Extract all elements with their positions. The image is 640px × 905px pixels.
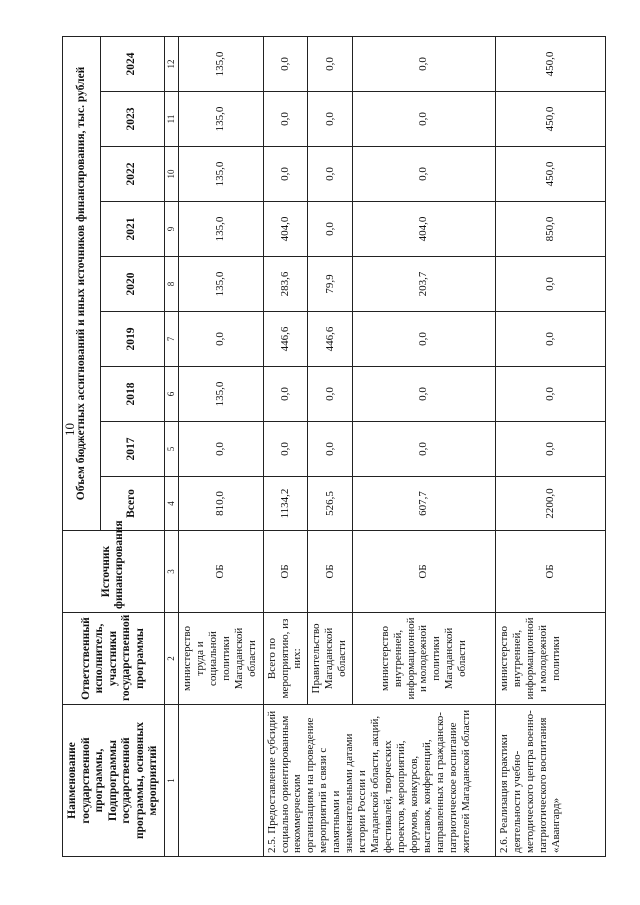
- row-value-cell: 203,7: [353, 257, 496, 312]
- rotated-page: [62, 37, 606, 857]
- row-value-cell: 0,0: [353, 312, 496, 367]
- row-source-cell: ОБ: [308, 531, 353, 613]
- row-value-cell: 135,0: [179, 257, 263, 312]
- row-value-cell: 0,0: [308, 202, 353, 257]
- row-value-cell: 0,0: [263, 147, 308, 202]
- column-number: 2: [164, 613, 178, 705]
- row-source-cell: ОБ: [495, 531, 605, 613]
- row-value-cell: 0,0: [353, 367, 496, 422]
- header-name: Наименование государственной программы, Подпрограммы государственной программы, основных мероприятий: [63, 705, 165, 857]
- row-value-cell: 450,0: [495, 36, 605, 91]
- header-source: Источник финансирования: [63, 531, 165, 613]
- row-name-cell: 2.6. Реализация практики деятельности учебно-методического центра военно-патриотического воспитания «Авангард»: [495, 705, 605, 857]
- row-value-cell: 135,0: [179, 147, 263, 202]
- row-value-cell: 0,0: [353, 422, 496, 477]
- row-value-cell: 446,6: [263, 312, 308, 367]
- header-year: 2023: [100, 92, 164, 147]
- row-value-cell: 450,0: [495, 147, 605, 202]
- column-number: 1: [164, 705, 178, 857]
- row-value-cell: 850,0: [495, 202, 605, 257]
- row-value-cell: 0,0: [263, 36, 308, 91]
- row-value-cell: 135,0: [179, 36, 263, 91]
- page-number: 10: [62, 423, 77, 436]
- row-value-cell: 0,0: [353, 147, 496, 202]
- row-value-cell: 0,0: [308, 367, 353, 422]
- row-total-cell: 526,5: [308, 477, 353, 531]
- header-year: 2022: [100, 147, 164, 202]
- column-number: 12: [164, 36, 178, 91]
- row-value-cell: 0,0: [308, 147, 353, 202]
- row-value-cell: 0,0: [263, 92, 308, 147]
- row-name-cell: 2.5. Предоставление субсидий социально ориентированным некоммерческим организациям на проведение мероприятий в связи с памятными и знаменательными датами истории России и Магаданской области, акций, фестивалей, творческих проектов, мероприятий, форумов, конкурсов, выставок, конференций, направленных на гражданско-патриотическое воспитание жителей Магаданской области: [263, 705, 495, 857]
- row-total-cell: 2200,0: [495, 477, 605, 531]
- row-name-cell: [179, 705, 263, 857]
- row-value-cell: 0,0: [308, 92, 353, 147]
- header-funding-group: Объем бюджетных ассигнований и иных источников финансирования, тыс. рублей: [63, 36, 101, 530]
- row-executor-cell: министерство труда и социальной политики Магаданской области: [179, 613, 263, 705]
- row-value-cell: 0,0: [308, 36, 353, 91]
- row-value-cell: 0,0: [179, 312, 263, 367]
- column-number: 4: [164, 477, 178, 531]
- row-value-cell: 0,0: [495, 257, 605, 312]
- row-value-cell: 0,0: [308, 422, 353, 477]
- funding-table: [62, 36, 606, 857]
- row-executor-cell: министерство внутренней, информационной и молодежной политики: [495, 613, 605, 705]
- header-year: 2024: [100, 36, 164, 91]
- header-year: 2021: [100, 202, 164, 257]
- row-executor-cell: Правительство Магаданской области: [308, 613, 353, 705]
- row-value-cell: 0,0: [263, 422, 308, 477]
- row-value-cell: 0,0: [495, 367, 605, 422]
- row-executor-cell: Всего по мероприятию, из них:: [263, 613, 308, 705]
- row-source-cell: ОБ: [263, 531, 308, 613]
- row-value-cell: 0,0: [353, 92, 496, 147]
- header-year: 2020: [100, 257, 164, 312]
- column-number: 5: [164, 422, 178, 477]
- column-number: 8: [164, 257, 178, 312]
- table-row: [179, 36, 263, 856]
- row-value-cell: 0,0: [495, 312, 605, 367]
- column-number: 10: [164, 147, 178, 202]
- column-number: 7: [164, 312, 178, 367]
- row-total-cell: 1134,2: [263, 477, 308, 531]
- table-row: [263, 36, 308, 856]
- row-value-cell: 450,0: [495, 92, 605, 147]
- row-value-cell: 135,0: [179, 92, 263, 147]
- row-value-cell: 283,6: [263, 257, 308, 312]
- row-total-cell: 810,0: [179, 477, 263, 531]
- row-source-cell: ОБ: [179, 531, 263, 613]
- row-total-cell: 607,7: [353, 477, 496, 531]
- row-value-cell: 135,0: [179, 367, 263, 422]
- column-number: 11: [164, 92, 178, 147]
- row-value-cell: 0,0: [263, 367, 308, 422]
- row-value-cell: 135,0: [179, 202, 263, 257]
- row-value-cell: 0,0: [179, 422, 263, 477]
- table-row: [495, 36, 605, 856]
- header-total: Всего: [100, 477, 164, 531]
- row-value-cell: 446,6: [308, 312, 353, 367]
- row-source-cell: ОБ: [353, 531, 496, 613]
- row-value-cell: 404,0: [353, 202, 496, 257]
- header-year: 2017: [100, 422, 164, 477]
- header-executor: Ответственный исполнитель, участники государственной программы: [63, 613, 165, 705]
- row-value-cell: 404,0: [263, 202, 308, 257]
- row-value-cell: 79,9: [308, 257, 353, 312]
- column-number: 3: [164, 531, 178, 613]
- column-number: 9: [164, 202, 178, 257]
- header-year: 2018: [100, 367, 164, 422]
- header-year: 2019: [100, 312, 164, 367]
- row-value-cell: 0,0: [353, 36, 496, 91]
- row-executor-cell: министерство внутренней, информационной и молодежной политики Магаданской области: [353, 613, 496, 705]
- row-value-cell: 0,0: [495, 422, 605, 477]
- column-number: 6: [164, 367, 178, 422]
